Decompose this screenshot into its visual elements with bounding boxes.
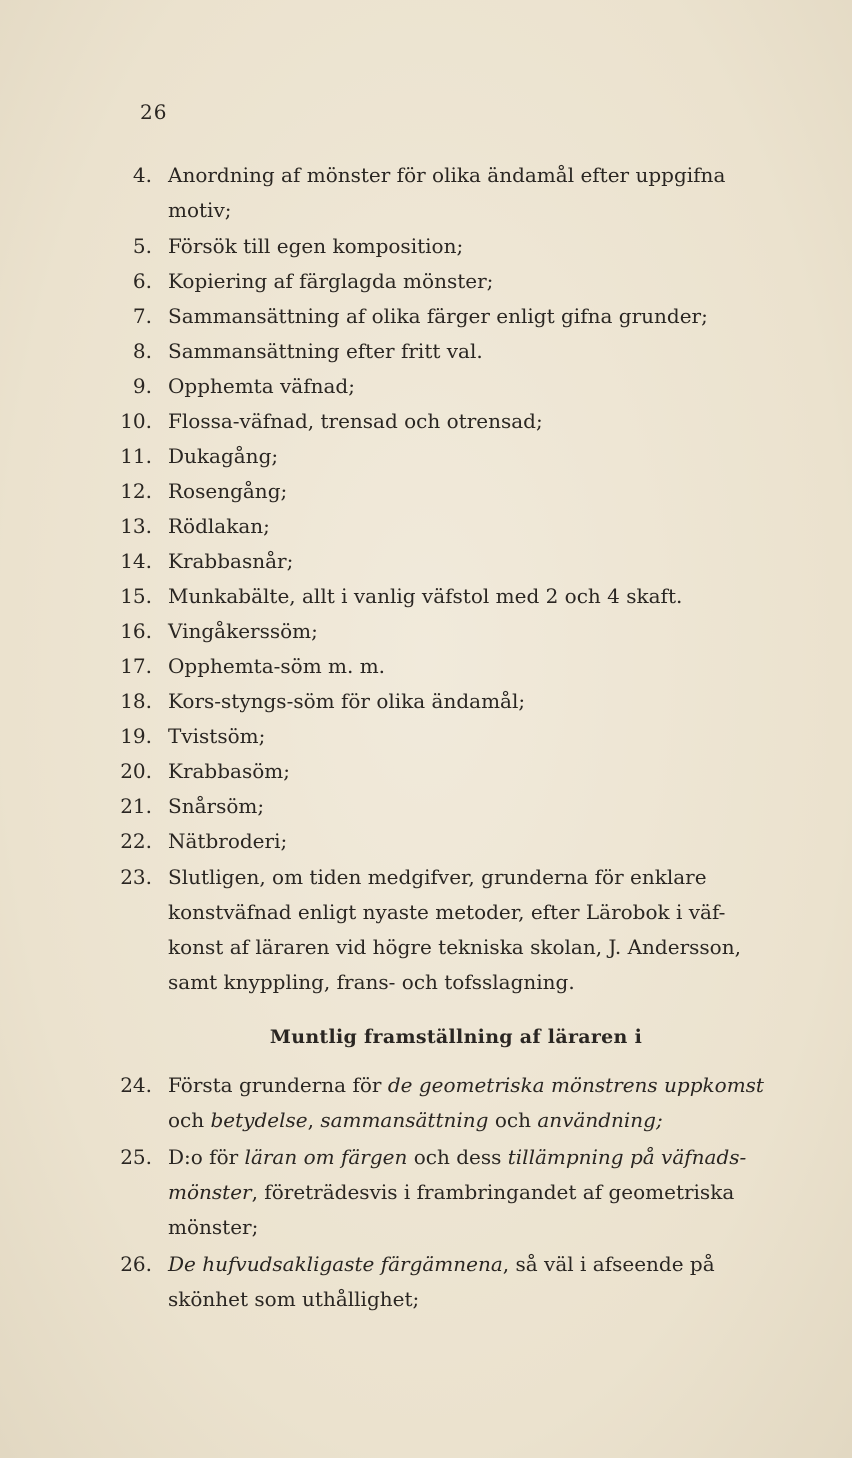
item-number: 5. — [132, 234, 152, 258]
emphasis-text: mönster — [168, 1180, 252, 1204]
item-line: mönster; — [168, 1215, 259, 1239]
list-item — [118, 684, 828, 719]
item-number: 26. — [120, 1252, 152, 1276]
list-item — [118, 404, 828, 439]
list-item — [118, 264, 828, 299]
item-line: mönster, företrädesvis i frambringandet af geometriska — [168, 1180, 735, 1204]
emphasis-text: läran om färgen — [244, 1145, 408, 1169]
item-number: 24. — [120, 1073, 152, 1097]
list-item — [118, 824, 828, 859]
item-line: Första grunderna för de geometriska mönstrens uppkomst — [168, 1073, 764, 1097]
list-item — [118, 719, 828, 754]
emphasis-text: de geometriska mönstrens uppkomst — [387, 1073, 764, 1097]
emphasis-text: tillämpning på väfnads- — [507, 1145, 747, 1169]
item-text: Munkabälte, allt i vanlig väfstol med 2 och 4 skaft. — [168, 584, 683, 608]
item-line: Slutligen, om tiden medgifver, grunderna för enklare — [168, 865, 707, 889]
list-item — [118, 474, 828, 509]
item-text: Opphemta väfnad; — [168, 374, 355, 398]
list-item — [118, 229, 828, 264]
list-item — [118, 579, 828, 614]
list-item — [118, 334, 828, 369]
item-number: 21. — [120, 794, 152, 818]
item-number: 17. — [120, 654, 152, 678]
list-item — [118, 299, 828, 334]
item-number: 16. — [120, 619, 152, 643]
item-line: D:o för läran om färgen och dess tillämpning på väfnads- — [168, 1145, 747, 1169]
item-number: 15. — [120, 584, 152, 608]
list-item — [118, 789, 828, 824]
item-text: Kors-styngs-söm för olika ändamål; — [168, 689, 526, 713]
item-text: Försök till egen komposition; — [168, 234, 464, 258]
item-text: Sammansättning af olika färger enligt gifna grunder; — [168, 304, 708, 328]
item-text-continued: motiv; — [168, 198, 232, 222]
page-number: 26 — [140, 100, 168, 124]
item-text: Flossa-väfnad, trensad och otrensad; — [168, 409, 543, 433]
item-line: och betydelse, sammansättning och användning; — [168, 1108, 663, 1132]
item-text: Nätbroderi; — [168, 829, 288, 853]
item-number: 18. — [120, 689, 152, 713]
list-item — [118, 649, 828, 684]
item-number: 4. — [132, 163, 152, 187]
emphasis-text: betydelse — [210, 1108, 308, 1132]
list-item-24 — [118, 1068, 828, 1138]
item-text: Rödlakan; — [168, 514, 270, 538]
list-item-23 — [118, 860, 828, 1000]
item-text: Tvistsöm; — [168, 724, 266, 748]
item-text: Kopiering af färglagda mönster; — [168, 269, 494, 293]
item-number: 12. — [120, 479, 152, 503]
item-text: Anordning af mönster för olika ändamål efter uppgifna — [168, 163, 726, 187]
item-text: Vingåkerssöm; — [168, 619, 318, 643]
item-number: 10. — [120, 409, 152, 433]
item-number: 14. — [120, 549, 152, 573]
list-item — [118, 509, 828, 544]
list-item — [118, 544, 828, 579]
item-text: Krabbasnår; — [168, 549, 294, 573]
item-text: Rosengång; — [168, 479, 288, 503]
item-number: 20. — [120, 759, 152, 783]
item-number: 6. — [132, 269, 152, 293]
item-number: 11. — [120, 444, 152, 468]
item-number: 23. — [120, 865, 152, 889]
emphasis-text: sammansättning — [320, 1108, 489, 1132]
list-item-26 — [118, 1247, 828, 1317]
list-item — [118, 614, 828, 649]
item-number: 25. — [120, 1145, 152, 1169]
item-number: 7. — [132, 304, 152, 328]
item-text: Opphemta-söm m. m. — [168, 654, 386, 678]
item-number: 8. — [132, 339, 152, 363]
list-item — [118, 439, 828, 474]
item-line: De hufvudsakligaste färgämnena, så väl i afseende på — [168, 1252, 715, 1276]
item-text: Dukagång; — [168, 444, 279, 468]
item-line: skönhet som uthållighet; — [168, 1287, 420, 1311]
emphasis-text: användning; — [537, 1108, 663, 1132]
list-item — [118, 369, 828, 404]
item-number: 9. — [132, 374, 152, 398]
section-heading: Muntlig framställning af läraren i — [269, 1026, 643, 1048]
item-text: Snårsöm; — [168, 794, 265, 818]
item-line: samt knyppling, frans- och tofsslagning. — [168, 970, 575, 994]
item-line: konstväfnad enligt nyaste metoder, efter Lärobok i väf- — [168, 900, 726, 924]
emphasis-text: De hufvudsakligaste färgämnena — [168, 1252, 503, 1276]
list-item-25 — [118, 1140, 828, 1245]
list-item — [118, 158, 828, 228]
item-text: Sammansättning efter fritt val. — [168, 339, 483, 363]
item-number: 13. — [120, 514, 152, 538]
list-item — [118, 754, 828, 789]
item-line: konst af läraren vid högre tekniska skolan, J. Andersson, — [168, 935, 741, 959]
item-number: 22. — [120, 829, 152, 853]
item-text: Krabbasöm; — [168, 759, 290, 783]
item-number: 19. — [120, 724, 152, 748]
